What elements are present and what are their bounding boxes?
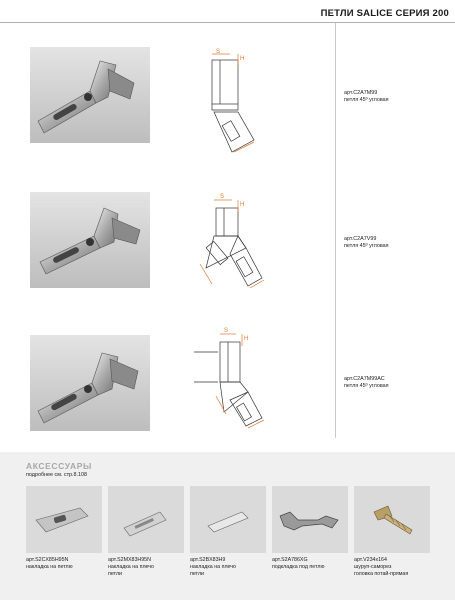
- accessories-title: АКСЕССУАРЫ: [26, 461, 92, 471]
- dimension-label-s: S: [220, 194, 225, 200]
- product-code: арт.C2A7M99: [344, 90, 378, 96]
- accessory-label: [26, 557, 106, 571]
- accessories-subtitle: подробнее см. стр.8.108: [26, 472, 88, 478]
- accessory-code: арт.S2BX83H9: [190, 557, 226, 563]
- product-label: [344, 236, 389, 250]
- accessory-photo: [190, 486, 266, 553]
- product-desc: петля 45º угловая: [344, 97, 389, 103]
- dimension-label-s: S: [216, 49, 221, 55]
- accessory-code: арт.S2MX83H95N: [108, 557, 151, 563]
- product-code: арт.C2A7V99: [344, 236, 377, 242]
- dimension-label-h: H: [240, 202, 245, 208]
- hinge-diagram: [190, 326, 280, 436]
- accessory-desc: петли: [108, 571, 122, 577]
- dimension-label-h: H: [244, 336, 249, 342]
- column-divider: [335, 23, 336, 438]
- accessory-photo: [354, 486, 430, 553]
- hinge-photo: [30, 335, 150, 431]
- accessory-photo: [108, 486, 184, 553]
- page-title: ПЕТЛИ SALICE СЕРИЯ 200: [320, 8, 449, 19]
- accessory-code: арт.S2A786XG: [272, 557, 308, 563]
- accessory-code: арт.S2CX85H95N: [26, 557, 69, 563]
- product-label: [344, 90, 389, 104]
- product-code: арт.C2A7M99AC: [344, 376, 385, 382]
- hinge-photo: [30, 192, 150, 288]
- hinge-diagram: [190, 192, 280, 302]
- accessory-photo: [26, 486, 102, 553]
- accessory-label: [190, 557, 270, 578]
- accessory-desc: накладка на плечо: [108, 564, 155, 570]
- page-header: [0, 0, 455, 24]
- hinge-diagram: [190, 48, 280, 158]
- accessory-label: [354, 557, 434, 578]
- accessory-code: арт.V234x164: [354, 557, 387, 563]
- accessory-desc: накладка на петлю: [26, 564, 73, 570]
- accessory-photo: [272, 486, 348, 553]
- product-desc: петля 45º угловая: [344, 243, 389, 249]
- accessory-desc: петли: [190, 571, 204, 577]
- dimension-label-h: H: [240, 56, 245, 62]
- accessory-label: [272, 557, 352, 571]
- accessory-desc: шуруп-саморез: [354, 564, 392, 570]
- dimension-label-s: S: [224, 328, 229, 334]
- accessory-desc: головка потай-прямая: [354, 571, 409, 577]
- product-desc: петля 45º угловая: [344, 383, 389, 389]
- accessory-desc: подкладка под петлю: [272, 564, 325, 570]
- header-divider: [0, 22, 455, 23]
- accessory-label: [108, 557, 188, 578]
- product-label: [344, 376, 389, 390]
- hinge-photo: [30, 47, 150, 143]
- accessory-desc: накладка на плечо: [190, 564, 237, 570]
